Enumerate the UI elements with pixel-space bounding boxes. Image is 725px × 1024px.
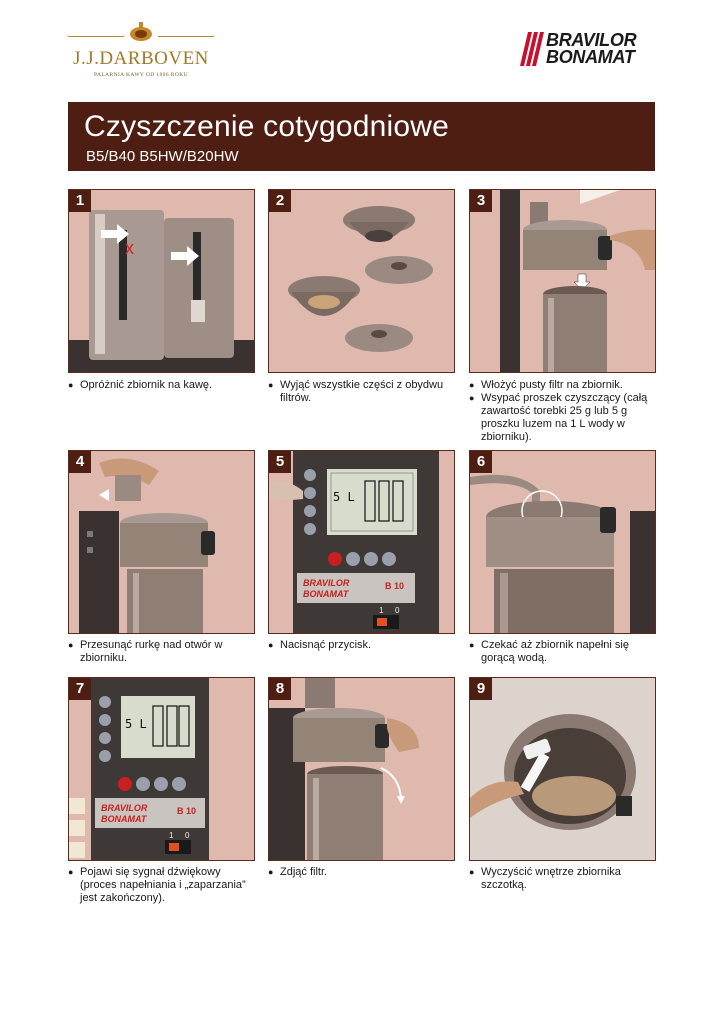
panel-brand-line1: BRAVILOR	[303, 578, 350, 588]
bravilor-logo	[520, 30, 660, 70]
step-number: 2	[269, 190, 291, 212]
step-1-line-1: ● Opróżnić zbiornik na kawę.	[68, 379, 255, 392]
step-4-image	[68, 450, 255, 634]
step-3-caption	[469, 379, 656, 444]
step-number: 4	[69, 451, 91, 473]
step-8-caption	[268, 866, 455, 879]
panel-model: B 10	[177, 806, 197, 816]
darboven-brand: J.J.DARBOVEN	[73, 48, 209, 69]
step-1-image	[68, 189, 255, 373]
step-2-image	[268, 189, 455, 373]
display-readout: 5 L	[333, 490, 355, 504]
step-6-image	[469, 450, 656, 634]
step-3-image	[469, 189, 656, 373]
step-number: 7	[69, 678, 91, 700]
page-title: Czyszczenie cotygodniowe	[84, 110, 449, 143]
step-7-caption	[68, 866, 255, 905]
step-5-caption	[268, 639, 455, 652]
control-panel-signal-illustration	[69, 678, 255, 861]
step-2-line-1: ● Wyjąć wszystkie części z obydwu filtrów.	[268, 379, 455, 405]
step-5-line-1: ● Nacisnąć przycisk.	[268, 639, 455, 652]
switch-label-on: 1	[169, 831, 174, 840]
step-6-line-1: ● Czekać aż zbiornik napełni się gorącą wodą.	[469, 639, 656, 665]
step-9-image	[469, 677, 656, 861]
step-7-line-1: ● Pojawi się sygnał dźwiękowy (proces napełniania i „zaparzania” jest zakończony).	[68, 866, 255, 905]
bravilor-name-line1: BRAVILOR	[546, 30, 637, 50]
step-8-line-1: ● Zdjąć filtr.	[268, 866, 455, 879]
title-banner	[68, 102, 655, 171]
step-8-image	[268, 677, 455, 861]
svg-text:x: x	[125, 238, 134, 258]
step-number: 5	[269, 451, 291, 473]
logo-rule-right	[158, 36, 214, 37]
step-9-line-1: ● Wyczyścić wnętrze zbiornika szczotką.	[469, 866, 656, 892]
display-readout: 5 L	[125, 717, 147, 731]
filling-tank-illustration	[470, 451, 656, 634]
step-number: 1	[69, 190, 91, 212]
bravilor-stripes-icon	[520, 32, 548, 66]
step-3-line-2: ● Wsypać proszek czyszczący (całą zawartość torebki 25 g lub 5 g proszku luzem na 1 L wody w zbiorniku).	[469, 392, 656, 444]
step-number: 9	[470, 678, 492, 700]
step-number: 6	[470, 451, 492, 473]
step-number: 3	[470, 190, 492, 212]
page-subtitle: B5/B40 B5HW/B20HW	[86, 148, 239, 165]
step-number: 8	[269, 678, 291, 700]
bravilor-name-line2: BONAMAT	[546, 47, 635, 67]
step-4-caption	[68, 639, 255, 665]
remove-filter-illustration	[269, 678, 455, 861]
insert-filter-illustration	[470, 190, 656, 373]
step-1-caption	[68, 379, 255, 392]
darboven-emblem-icon	[128, 22, 154, 44]
step-3-line-1: ● Włożyć pusty filtr na zbiornik.	[469, 379, 656, 392]
switch-label-off: 0	[395, 606, 400, 615]
panel-brand-line2: BONAMAT	[101, 814, 147, 824]
switch-label-on: 1	[379, 606, 384, 615]
logo-rule-left	[68, 36, 124, 37]
step-7-image	[68, 677, 255, 861]
step-9-caption	[469, 866, 656, 892]
panel-brand-line2: BONAMAT	[303, 589, 349, 599]
urn-drain-illustration	[69, 190, 255, 373]
darboven-logo	[66, 22, 216, 84]
filter-parts-illustration	[269, 190, 455, 373]
panel-model: B 10	[385, 581, 405, 591]
step-4-line-1: ● Przesunąć rurkę nad otwór w zbiorniku.	[68, 639, 255, 665]
control-panel-press-illustration	[269, 451, 455, 634]
move-pipe-illustration	[69, 451, 255, 634]
darboven-tagline: PALARNIA KAWY OD 1866 ROKU	[94, 72, 188, 78]
step-5-image	[268, 450, 455, 634]
switch-label-off: 0	[185, 831, 190, 840]
panel-brand-line1: BRAVILOR	[101, 803, 148, 813]
step-6-caption	[469, 639, 656, 665]
brush-cleaning-illustration	[470, 678, 656, 861]
step-2-caption	[268, 379, 455, 405]
